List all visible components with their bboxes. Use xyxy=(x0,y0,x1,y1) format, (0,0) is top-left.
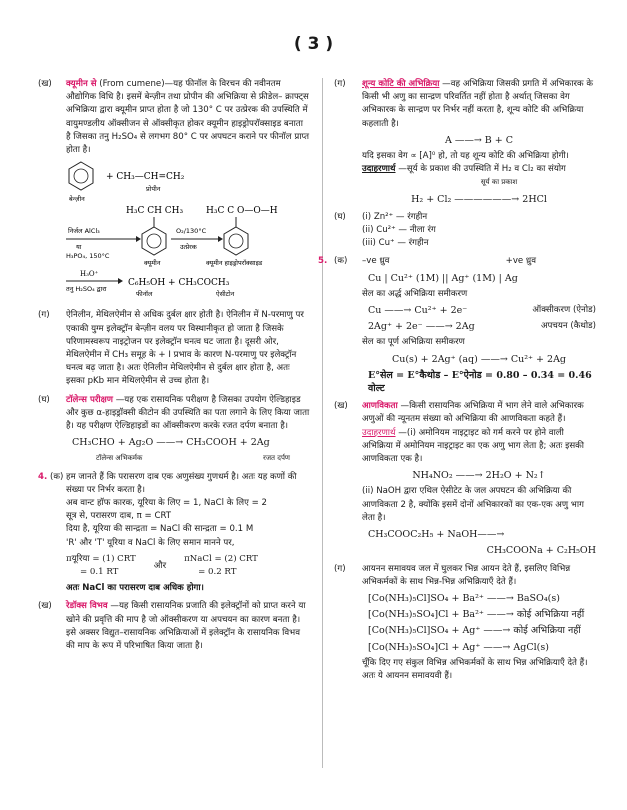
hydroperoxide-label: क्यूमीन हाइड्रोपरॉक्साइड xyxy=(206,259,263,268)
item-label: (ख) xyxy=(38,601,52,612)
condition-or: या xyxy=(76,243,82,252)
example-1 xyxy=(362,427,596,467)
reaction-2: [Co(NH₃)₅SO₄]Cl + Ba²⁺ ——→ कोई अभिक्रिया नहीं xyxy=(368,609,585,621)
sunlight-condition: सूर्य का प्रकाश xyxy=(480,178,518,187)
item-label: (घ) xyxy=(38,394,50,405)
right-column xyxy=(318,78,596,688)
cumene-group: H₃C CH CH₃ xyxy=(126,206,184,217)
reactant-propene-eq: + CH₃—CH=CH₂ xyxy=(106,172,185,183)
paragraph: अब वान्ट हॉफ कारक, यूरिया के लिए = 1, NaCl के लिए = 2 xyxy=(66,498,268,509)
ion-zn: (i) Zn²⁺ — रंगहीन xyxy=(362,211,428,222)
column-divider xyxy=(322,78,323,768)
condition-h2so4: तनु H₂SO₄ द्वारा xyxy=(66,285,107,294)
left-column xyxy=(38,78,310,658)
item-label: (क) xyxy=(334,256,348,267)
section-heading: शून्य कोटि की अभिक्रिया xyxy=(362,79,440,89)
example-heading: उदाहरणार्थ xyxy=(362,427,396,438)
ion-cu1: (iii) Cu⁺ — रंगहीन xyxy=(362,238,429,249)
section-gha-tollens xyxy=(38,394,310,466)
example-text: —(i) अमोनियम नाइट्राइट को गर्म करने पर होने वाली अभिक्रिया में अमोनियम नाइट्राइट का एक अणु भाग लेता है; अतः इसकी आणविकता एक है। xyxy=(362,427,584,465)
condition-alcl3: निर्जल AlCl₃ xyxy=(68,227,100,236)
condition-o2: O₂/130°C xyxy=(176,227,207,236)
reaction-1: [Co(NH₃)₅Cl]SO₄ + Ba²⁺ ——→ BaSO₄(s) xyxy=(368,592,560,604)
paragraph: —यह किसी रासायनिक प्रजाति की इलेक्ट्रॉनों को प्राप्त करने या खोने की प्रवृत्ति की माप है जो ऑक्सीकरण या अपचयन का कारण बनता है। इसे अक्सर विद्युत–रासायनिक अभिक्रियाओं में इलेक्ट्रॉन के रासायनिक विभव की माप के रूप में परिभाषित किया जाता है। xyxy=(66,601,306,652)
item-label: (क) xyxy=(50,471,64,482)
section-kha-cumene xyxy=(38,78,310,304)
question-number: 4. xyxy=(38,471,48,482)
negative-pole: –ve ध्रुव xyxy=(362,256,390,267)
paragraph: 'R' और 'T' यूरिया व NaCl के लिए समान मानने पर, xyxy=(66,537,235,548)
full-reaction-heading: सेल का पूर्ण अभिक्रिया समीकरण xyxy=(362,337,465,348)
condition-h3o: H₃O⁺ xyxy=(80,270,99,279)
acetone-label: ऐसीटोन xyxy=(216,290,235,299)
item-label: (ख) xyxy=(38,79,52,89)
section-heading: आणविकता xyxy=(362,401,398,412)
question-number: 5. xyxy=(318,256,328,267)
conclusion: चूँकि दिए गए संकुल विभिन्न अभिकर्मकों के साथ भिन्न अभिक्रियाएँ देते हैं। अतः ये आयनन समावयवी हैं। xyxy=(362,657,588,681)
urea-line2: = 0.1 RT xyxy=(80,567,119,578)
condition-catalyst: उत्प्रेरक xyxy=(180,243,197,252)
oxidation-eq: Cu ——→ Cu²⁺ + 2e⁻ xyxy=(368,305,468,317)
positive-pole: +ve ध्रुव xyxy=(505,256,536,267)
half-reaction-heading: सेल का अर्द्ध अभिक्रिया समीकरण xyxy=(362,288,468,299)
section-heading: क्यूमीन से xyxy=(66,79,97,89)
page-number: ( 3 ) xyxy=(293,34,334,54)
ester-eq-line2: CH₃COONa + C₂H₅OH xyxy=(486,545,596,557)
section-ga-aniline xyxy=(38,309,310,388)
phenol-label: फीनॉल xyxy=(136,290,153,299)
example-text: —सूर्य के प्रकाश की उपस्थिति में H₂ व Cl₂ का संयोग xyxy=(398,164,566,175)
paragraph: हम जानते हैं कि परासरण दाब एक अणुसंख्य गुणधर्म है। अतः यह कणों की संख्या पर निर्भर करता है। xyxy=(66,471,297,495)
example-line xyxy=(362,163,596,176)
paragraph: —वह अभिक्रिया जिसकी प्रगति में अभिकारक के किसी भी अणु का सान्द्रण परिवर्तित नहीं होता है अर्थात् जिसका वेग अभिकारक के सान्द्रण पर निर्भर नहीं करता है, शून्य कोटि की अभिक्रिया कहलाती है। xyxy=(362,79,593,129)
condition-h3po4: H₃PO₄, 150°C xyxy=(66,252,110,261)
oxidation-label: ऑक्सीकरण (ऐनोड) xyxy=(532,305,596,316)
ion-cu2: (ii) Cu²⁺ — नीला रंग xyxy=(362,225,436,236)
paragraph: यदि इसका वेग ∝ [A]⁰ हो, तो यह शून्य कोटि की अभिक्रिया होगी। xyxy=(362,151,569,162)
reaction-diagram xyxy=(66,159,306,299)
reduction-eq: 2Ag⁺ + 2e⁻ ——→ 2Ag xyxy=(368,321,475,333)
nacl-line2: = 0.2 RT xyxy=(198,567,237,578)
nacl-calc xyxy=(184,553,258,579)
section-q5-cell xyxy=(318,255,596,395)
cumene-reaction-scheme xyxy=(66,159,310,304)
section-q4-osmotic xyxy=(38,471,310,596)
hcl-equation: H₂ + Cl₂ ——————→ 2HCl xyxy=(411,193,547,205)
tollens-labels xyxy=(66,452,310,465)
example-heading: उदाहरणार्थ xyxy=(362,164,396,175)
example-2: (ii) NaOH द्वारा एथिल ऐसीटेट के जल अपघटन की अभिक्रिया की आणविकता 2 है, क्योंकि इसमें दोनों अभिकारकों का एक-एक अणु भाग लेता है। xyxy=(362,486,584,523)
conclusion: अतः NaCl का परासरण दाब अधिक होगा। xyxy=(66,583,204,594)
ester-eq-line1: CH₃COOC₂H₅ + NaOH——→ xyxy=(368,529,505,541)
urea-calc xyxy=(66,553,136,579)
section-kha-redox xyxy=(38,600,310,653)
section-heading: रेडॉक्स विभव xyxy=(66,601,108,612)
section-kha-molecularity xyxy=(334,400,596,557)
section-heading: टॉलेन्स परीक्षण xyxy=(66,394,113,405)
reaction-3: [Co(NH₃)₅Cl]SO₄ + Ag⁺ ——→ कोई अभिक्रिया नहीं xyxy=(368,625,581,637)
paragraph: —यह एक रासायनिक परीक्षण है जिसका उपयोग ऐल्डिहाइड और कुछ α-हाइड्रॉक्सी कीटोन की उपस्थिति का पता लगाने के लिए किया जाता है। यह परीक्षण ऐल्डिहाइडों का ऑक्सीकरण करके रजत दर्पण बनाता है। xyxy=(66,394,310,432)
osmotic-calc xyxy=(66,553,310,579)
paragraph: दिया है, यूरिया की सान्द्रता = NaCl की सान्द्रता = 0.1 M xyxy=(66,524,254,535)
paragraph: —किसी रासायनिक अभिक्रिया में भाग लेने वाले अभिकारक अणुओं की न्यूनतम संख्या को अभिक्रिया की आणविकता कहते हैं। xyxy=(362,401,584,425)
silver-mirror-label: रजत दर्पण xyxy=(262,454,290,463)
urea-line1: πयूरिया = (1) CRT xyxy=(66,553,136,564)
item-label: (घ) xyxy=(334,211,346,222)
nh4no2-equation: NH₄NO₂ ——→ 2H₂O + N₂↑ xyxy=(412,470,546,482)
paragraph: (From cumene)—यह फीनॉल के विरचन की नवीनतम औद्योगिक विधि है। इसमें बेन्ज़ीन तथा प्रोपीन की अभिक्रिया से फ्रीडेल– क्राफ्ट्स अभिक्रिया द्वारा क्यूमीन प्राप्त होता है जो 130° C पर उत्प्रेरक की उपस्थिति में वायुमण्डलीय ऑक्सीजन से ऑक्सीकृत होकर क्यूमीन हाइड्रोपरॉक्साइड बनाता है जिसका तनु H₂SO₄ से लगभग 80° C पर अपघटन कराने पर फीनॉल प्राप्त होता है। xyxy=(66,79,310,156)
section-ga-zero-order xyxy=(334,78,596,206)
cumene-label: क्यूमीन xyxy=(144,259,161,268)
full-reaction-eq: Cu(s) + 2Ag⁺ (aq) ——→ Cu²⁺ + 2Ag xyxy=(391,353,567,365)
item-label: (ग) xyxy=(38,310,50,321)
hydroperoxide-group: H₃C C O—O—H xyxy=(206,206,278,217)
oxidation-row xyxy=(368,304,596,317)
item-label: (ग) xyxy=(334,563,346,574)
reaction-4: [Co(NH₃)₅SO₄]Cl + Ag⁺ ——→ AgCl(s) xyxy=(368,641,549,653)
benzene-label: बेन्ज़ीन xyxy=(69,195,85,204)
section-ga-ionisation xyxy=(334,563,596,684)
tollens-equation: CH₃CHO + Ag₂O ——→ CH₃COOH + 2Ag xyxy=(72,437,270,449)
reduction-label: अपचयन (कैथोड) xyxy=(540,321,596,332)
zero-order-equation: A ——→ B + C xyxy=(444,134,514,146)
paragraph: ऐनिलीन, मेथिलऐमीन से अधिक दुर्बल क्षार होती है। ऐनिलीन में N-परमाणु पर एकाकी युग्म इलेक्ट्रॉन बेन्ज़ीन वलय पर विस्थानीकृत हो जाता है जिसके परिणामस्वरूप नाइट्रोजन पर इलेक्ट्रॉन घनत्व घट जाता है। दूसरी ओर, मेथिलऐमीन में CH₃ समूह के + I प्रभाव के कारण N-परमाणु पर इलेक्ट्रॉन घनत्व बढ़ जाता है। अतः ऐनिलीन मेथिलऐमीन से दुर्बल क्षार होता है, अतः इसका pKb मान मेथिलऐमीन से उच्च होता है। xyxy=(66,310,304,387)
reduction-row xyxy=(368,320,596,333)
and-word: और xyxy=(153,560,167,571)
tollens-reagent-label: टॉलेन्स अभिकर्मक xyxy=(96,454,143,463)
paragraph: सूत्र से, परासरण दाब, π = CRT xyxy=(66,511,172,522)
poles xyxy=(362,255,596,268)
cell-notation: Cu | Cu²⁺ (1M) || Ag⁺ (1M) | Ag xyxy=(368,272,518,284)
item-label: (ख) xyxy=(334,401,348,412)
emf-calc: E°सेल = E°कैथोड – E°ऐनोड = 0.80 – 0.34 = 0.46 वोल्ट xyxy=(368,369,592,395)
section-gha-ions xyxy=(334,211,596,251)
paragraph: आयनन समावयव जल में घुलकर भिन्न आयन देते हैं, इसलिए विभिन्न अभिकर्मकों के साथ भिन्न-भिन्न अभिक्रियाएँ देते हैं। xyxy=(362,563,571,587)
products-eq: C₆H₅OH + CH₃COCH₃ xyxy=(128,278,230,289)
propene-label: प्रोपीन xyxy=(146,185,161,194)
nacl-line1: πNaCl = (2) CRT xyxy=(184,553,258,564)
item-label: (ग) xyxy=(334,79,346,89)
